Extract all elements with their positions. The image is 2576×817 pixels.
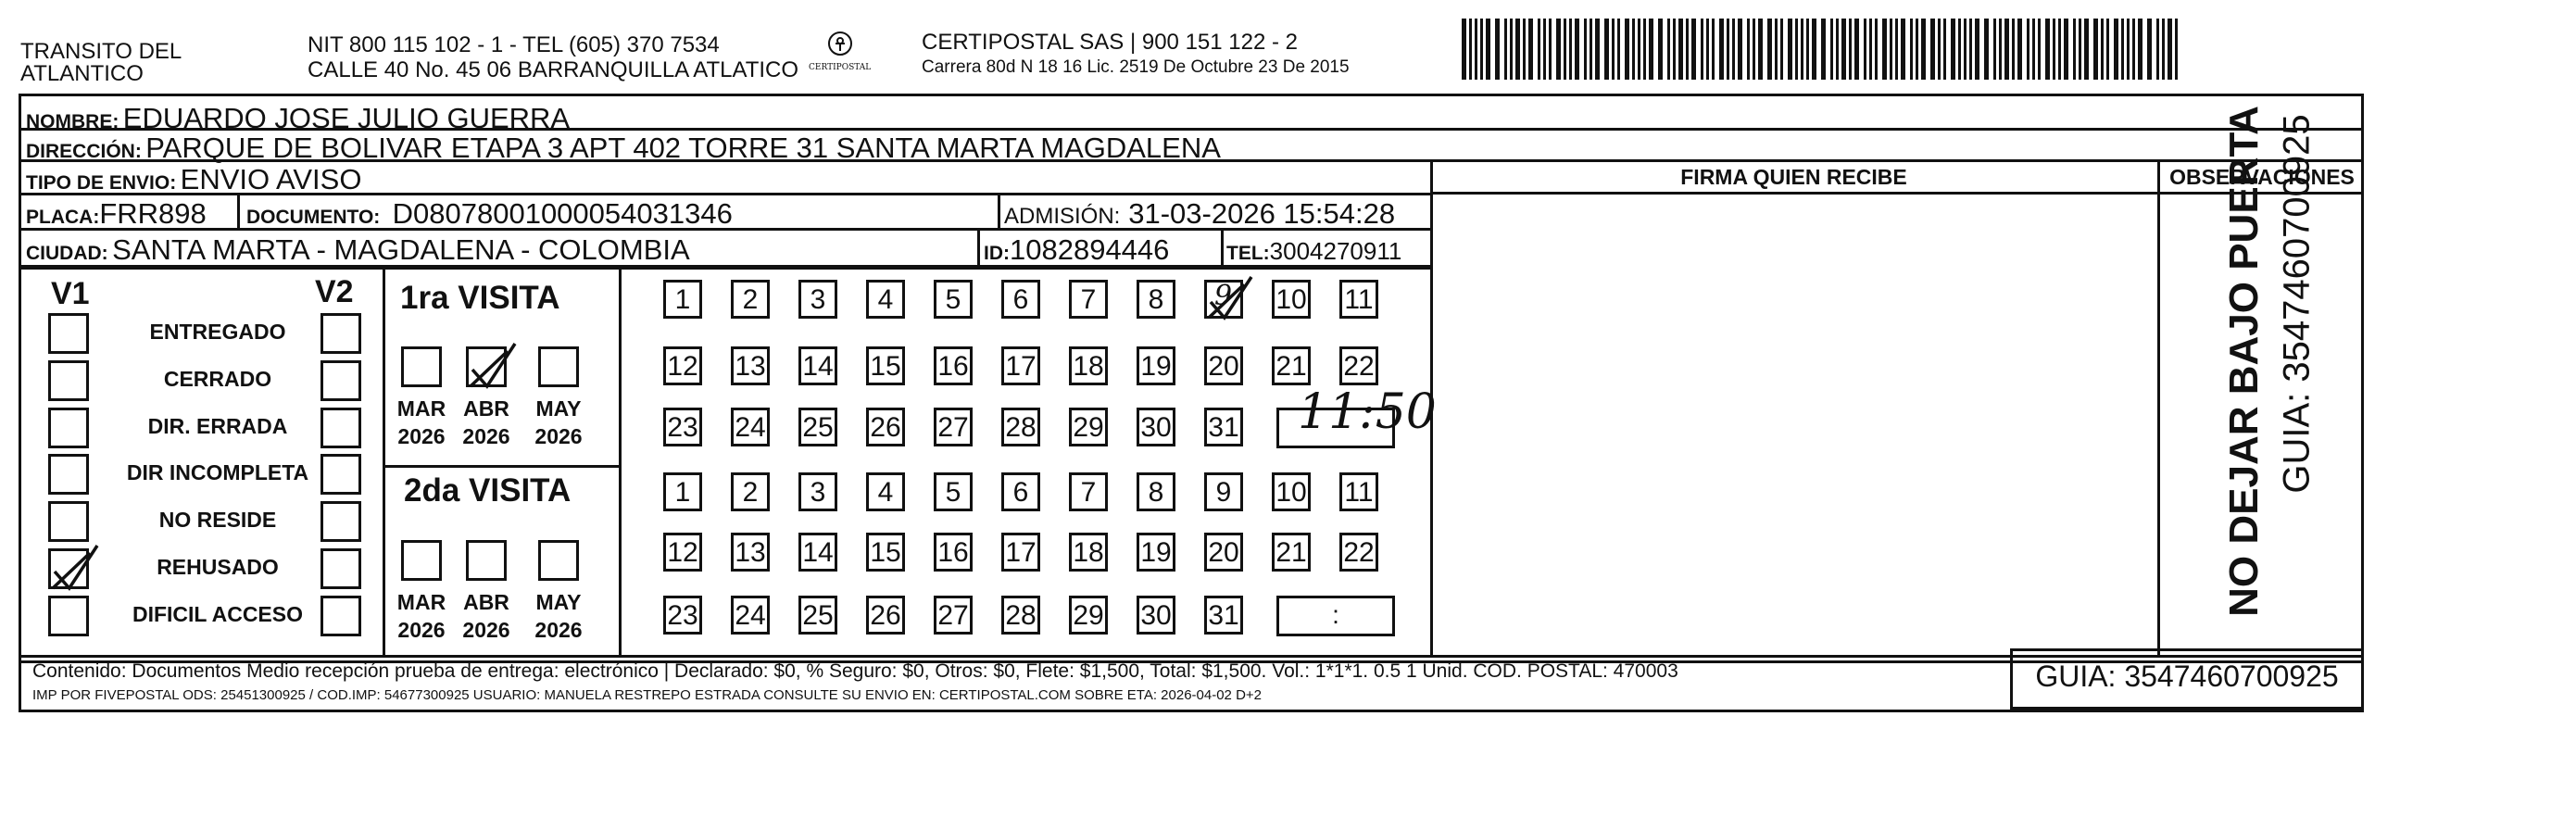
day-box[interactable]: 8 <box>1137 280 1175 319</box>
barcode-bar <box>2073 19 2076 80</box>
day-box[interactable]: 29 <box>1069 408 1108 446</box>
handwritten-time: 11:50 <box>1298 384 1437 440</box>
day-box[interactable]: 1 <box>663 280 702 319</box>
barcode-bar <box>1727 19 1729 80</box>
day-box[interactable]: 26 <box>866 596 905 635</box>
v1-checkbox[interactable] <box>48 596 89 636</box>
v1-checkbox[interactable] <box>48 313 89 354</box>
barcode-bar <box>1480 19 1483 80</box>
year-label: 2026 <box>462 424 510 448</box>
barcode-bar <box>2004 19 2009 80</box>
barcode-bar <box>1595 19 1600 80</box>
day-box[interactable]: 17 <box>1001 346 1040 385</box>
contenido-text: Contenido: Documentos Medio recepción prueba de entrega: electrónico | Declarado: $0, % Seguro: $0, Otros: $0, Flete: $1,500, Total: $1,500. Vol.: 1*1*1. 0.5 1 Unid. COD. POSTAL: 470003 <box>32 660 1678 682</box>
status-label: DIR. ERRADA <box>147 414 288 438</box>
month-checkbox[interactable] <box>401 346 442 387</box>
v2-checkbox[interactable] <box>320 313 361 354</box>
barcode-bar <box>2114 19 2118 80</box>
day-box[interactable]: 31 <box>1204 408 1243 446</box>
barcode <box>1462 19 2182 80</box>
barcode-bar <box>1706 19 1709 80</box>
barcode-bar <box>1643 19 1646 80</box>
barcode-bar <box>1638 19 1640 80</box>
day-box[interactable]: 7 <box>1069 280 1108 319</box>
year-label: 2026 <box>534 424 583 448</box>
day-box[interactable]: 11 <box>1339 472 1378 511</box>
barcode-bar <box>1747 19 1750 80</box>
barcode-bar <box>1767 19 1772 80</box>
day-box[interactable]: 26 <box>866 408 905 446</box>
barcode-bar <box>1801 19 1803 80</box>
day-box[interactable]: 24 <box>731 408 770 446</box>
barcode-bar <box>1604 19 1609 80</box>
ciudad-label: CIUDAD: <box>26 243 108 264</box>
barcode-bar <box>1738 19 1742 80</box>
barcode-bar <box>1528 19 1533 80</box>
day-box[interactable]: 27 <box>934 408 973 446</box>
month-checkbox[interactable] <box>466 540 507 581</box>
barcode-bar <box>1999 19 2002 80</box>
barcode-bar <box>1758 19 1763 80</box>
tipo-row <box>26 163 361 196</box>
day-box[interactable]: 22 <box>1339 533 1378 572</box>
v2-checkbox[interactable] <box>320 596 361 636</box>
v2-checkbox[interactable] <box>320 501 361 542</box>
barcode-bar <box>1916 19 1918 80</box>
day-box[interactable]: 11 <box>1339 280 1378 319</box>
address-line: CALLE 40 No. 45 06 BARRANQUILLA ATLATICO <box>308 57 799 82</box>
v2-checkbox[interactable] <box>320 548 361 589</box>
barcode-bar <box>2121 19 2124 80</box>
day-box[interactable]: 18 <box>1069 346 1108 385</box>
barcode-bar <box>2084 19 2089 80</box>
day-box[interactable]: 30 <box>1137 408 1175 446</box>
barcode-bar <box>1475 19 1477 80</box>
org-name-line2: ATLANTICO <box>20 61 144 86</box>
tel-label: TEL: <box>1226 243 1270 264</box>
v1-checkbox[interactable] <box>48 360 89 401</box>
barcode-bar <box>1864 19 1866 80</box>
firma-header: FIRMA QUIEN RECIBE <box>1680 165 1907 189</box>
day-box[interactable]: 14 <box>798 533 837 572</box>
barcode-bar <box>1958 19 1961 80</box>
year-label: 2026 <box>397 618 446 642</box>
barcode-bar <box>1556 19 1561 80</box>
v2-checkbox[interactable] <box>320 408 361 448</box>
day-box[interactable]: 25 <box>798 596 837 635</box>
imp-text: IMP POR FIVEPOSTAL ODS: 25451300925 / COD.IMP: 54677300925 USUARIO: MANUELA RESTREPO ESTRADA CONSULTE SU ENVIO EN: CERTIPOSTAL.COM SOBRE ETA: 2026-04-02 D+2 <box>32 687 1263 703</box>
barcode-bar <box>1549 19 1552 80</box>
v1-checkbox[interactable] <box>48 501 89 542</box>
barcode-bar <box>2038 19 2041 80</box>
ciudad-row <box>26 233 690 267</box>
barcode-bar <box>1523 19 1526 80</box>
day-box[interactable]: 23 <box>663 408 702 446</box>
barcode-bar <box>1964 19 1967 80</box>
barcode-bar <box>1975 19 1979 80</box>
barcode-bar <box>2064 19 2068 80</box>
barcode-bar <box>1678 19 1683 80</box>
guia-footer: GUIA: 3547460700925 <box>2035 660 2339 693</box>
barcode-bar <box>1686 19 1689 80</box>
v1-checkbox[interactable] <box>48 408 89 448</box>
barcode-bar <box>1869 19 1872 80</box>
barcode-bar <box>1515 19 1520 80</box>
month-checkbox[interactable] <box>401 540 442 581</box>
year-label: 2026 <box>397 424 446 448</box>
barcode-bar <box>1719 19 1724 80</box>
tel-value: 3004270911 <box>1269 237 1402 265</box>
barcode-bar <box>1612 19 1615 80</box>
barcode-bar <box>1575 19 1579 80</box>
barcode-bar <box>1667 19 1670 80</box>
day-box[interactable]: 15 <box>866 346 905 385</box>
barcode-bar <box>2132 19 2135 80</box>
time-box[interactable]: : <box>1276 596 1395 636</box>
month-label: ABR <box>463 396 509 421</box>
documento-value: D08078001000054031346 <box>392 197 733 230</box>
tipo-value: ENVIO AVISO <box>180 163 362 195</box>
day-box[interactable]: 18 <box>1069 533 1108 572</box>
id-label: ID: <box>984 243 1010 264</box>
barcode-bar <box>1632 19 1635 80</box>
barcode-bar <box>1806 19 1809 80</box>
day-box[interactable]: 31 <box>1204 596 1243 635</box>
day-box[interactable]: 13 <box>731 533 770 572</box>
day-box[interactable]: 7 <box>1069 472 1108 511</box>
day-box[interactable]: 4 <box>866 472 905 511</box>
v1-checkbox[interactable] <box>48 548 89 589</box>
direccion-value: PARQUE DE BOLIVAR ETAPA 3 APT 402 TORRE 31 SANTA MARTA MAGDALENA <box>145 132 1221 164</box>
barcode-bar <box>1649 19 1653 80</box>
documento-label: DOCUMENTO: <box>246 207 381 228</box>
placa-row <box>26 197 207 231</box>
barcode-bar <box>1821 19 1826 80</box>
barcode-bar <box>1543 19 1546 80</box>
barcode-bar <box>1462 19 1466 80</box>
barcode-bar <box>1795 19 1798 80</box>
v2-checkbox[interactable] <box>320 454 361 495</box>
direccion-label: DIRECCIÓN: <box>26 141 142 162</box>
barcode-bar <box>2147 19 2152 80</box>
day-box[interactable]: 21 <box>1272 346 1311 385</box>
v2-checkbox[interactable] <box>320 360 361 401</box>
day-box[interactable]: 15 <box>866 533 905 572</box>
day-box[interactable]: 2 <box>731 472 770 511</box>
barcode-bar <box>1701 19 1703 80</box>
day-box[interactable]: 9 <box>1204 280 1243 319</box>
day-box[interactable]: 16 <box>934 346 973 385</box>
barcode-bar <box>1538 19 1540 80</box>
status-label: DIR INCOMPLETA <box>126 460 309 484</box>
day-box[interactable]: 1 <box>663 472 702 511</box>
barcode-bar <box>1882 19 1887 80</box>
nombre-value: EDUARDO JOSE JULIO GUERRA <box>122 102 571 134</box>
observaciones-header: OBSERVACIONES <box>2169 165 2355 189</box>
month-label: MAY <box>535 396 582 421</box>
barcode-bar <box>2027 19 2029 80</box>
barcode-bar <box>2032 19 2035 80</box>
org-name-line1: TRANSITO DEL <box>20 39 182 64</box>
day-box[interactable]: 12 <box>663 533 702 572</box>
day-box[interactable]: 2 <box>731 280 770 319</box>
barcode-bar <box>1584 19 1587 80</box>
barcode-bar <box>2017 19 2022 80</box>
day-box[interactable]: 24 <box>731 596 770 635</box>
barcode-bar <box>1875 19 1878 80</box>
documento-row <box>246 197 733 231</box>
time-box[interactable] <box>1276 384 1437 448</box>
barcode-bar <box>2058 19 2061 80</box>
day-box[interactable]: 21 <box>1272 533 1311 572</box>
logo-text: CERTIPOSTAL <box>809 63 872 72</box>
day-box[interactable]: 5 <box>934 280 973 319</box>
day-box[interactable]: 14 <box>798 346 837 385</box>
company-line: CERTIPOSTAL SAS | 900 151 122 - 2 <box>922 30 1298 55</box>
side-guia: GUIA: 3547460700925 <box>2276 114 2318 494</box>
month-checkbox[interactable] <box>538 540 579 581</box>
barcode-bar <box>1812 19 1816 80</box>
barcode-bar <box>1849 19 1852 80</box>
barcode-bar <box>1691 19 1696 80</box>
certipostal-logo-icon <box>826 30 854 57</box>
barcode-bar <box>1569 19 1572 80</box>
month-label: MAR <box>396 590 446 614</box>
barcode-bar <box>2045 19 2050 80</box>
status-label: DIFICIL ACCESO <box>132 602 303 626</box>
barcode-bar <box>1938 19 1941 80</box>
tipo-label: TIPO DE ENVIO: <box>26 172 177 194</box>
day-box[interactable]: 22 <box>1339 346 1378 385</box>
barcode-bar <box>1969 19 1972 80</box>
barcode-bar <box>1625 19 1629 80</box>
license-line: Carrera 80d N 18 16 Lic. 2519 De Octubre 23 De 2015 <box>922 57 1350 77</box>
barcode-bar <box>1775 19 1778 80</box>
year-label: 2026 <box>462 618 510 642</box>
day-box[interactable]: 4 <box>866 280 905 319</box>
v2-label: V2 <box>315 274 354 309</box>
barcode-bar <box>2012 19 2015 80</box>
status-label: ENTREGADO <box>149 320 286 344</box>
barcode-bar <box>1943 19 1946 80</box>
id-row <box>984 233 1169 267</box>
day-box[interactable]: 10 <box>1272 280 1311 319</box>
barcode-bar <box>2079 19 2081 80</box>
barcode-bar <box>2127 19 2130 80</box>
barcode-bar <box>1836 19 1839 80</box>
day-box[interactable]: 29 <box>1069 596 1108 635</box>
month-label: MAR <box>396 396 446 421</box>
barcode-bar <box>1910 19 1913 80</box>
barcode-bar <box>1590 19 1592 80</box>
barcode-bar <box>1732 19 1735 80</box>
barcode-bar <box>1564 19 1566 80</box>
barcode-bar <box>1921 19 1926 80</box>
month-label: MAY <box>535 590 582 614</box>
barcode-bar <box>1890 19 1892 80</box>
day-box[interactable]: 8 <box>1137 472 1175 511</box>
barcode-bar <box>2101 19 2104 80</box>
barcode-bar <box>2106 19 2109 80</box>
barcode-bar <box>1712 19 1715 80</box>
nombre-label: NOMBRE: <box>26 111 119 132</box>
day-box[interactable]: 25 <box>798 408 837 446</box>
day-box[interactable]: 12 <box>663 346 702 385</box>
barcode-bar <box>2053 19 2055 80</box>
day-box[interactable]: 20 <box>1204 533 1243 572</box>
no-dejar-bajo-puerta: NO DEJAR BAJO PUERTA <box>2221 106 2267 617</box>
barcode-bar <box>2168 19 2172 80</box>
day-box[interactable]: 17 <box>1001 533 1040 572</box>
barcode-bar <box>1495 19 1500 80</box>
barcode-bar <box>2175 19 2178 80</box>
barcode-bar <box>1780 19 1783 80</box>
day-box[interactable]: 3 <box>798 280 837 319</box>
visit1-title: 1ra VISITA <box>400 280 560 316</box>
day-box[interactable]: 28 <box>1001 596 1040 635</box>
tel-row <box>1226 237 1401 266</box>
day-box[interactable]: 9 <box>1204 472 1243 511</box>
nombre-row <box>26 102 570 135</box>
day-box[interactable]: 23 <box>663 596 702 635</box>
barcode-bar <box>1993 19 1996 80</box>
admision-row <box>1004 197 1395 231</box>
barcode-bar <box>1486 19 1490 80</box>
barcode-bar <box>1788 19 1792 80</box>
barcode-bar <box>1469 19 1472 80</box>
placa-label: PLACA: <box>26 207 100 228</box>
status-label: NO RESIDE <box>158 508 277 532</box>
status-label: CERRADO <box>163 367 272 391</box>
barcode-bar <box>1930 19 1935 80</box>
direccion-row <box>26 132 1221 165</box>
barcode-bar <box>1951 19 1955 80</box>
barcode-bar <box>1510 19 1513 80</box>
barcode-bar <box>1753 19 1755 80</box>
barcode-bar <box>1673 19 1676 80</box>
barcode-bar <box>1895 19 1898 80</box>
id-value: 1082894446 <box>1010 233 1170 266</box>
day-box[interactable]: 13 <box>731 346 770 385</box>
barcode-bar <box>1617 19 1620 80</box>
visit2-title: 2da VISITA <box>404 472 572 509</box>
month-checkbox[interactable] <box>466 346 507 387</box>
status-label: REHUSADO <box>157 555 279 579</box>
barcode-bar <box>1830 19 1833 80</box>
barcode-bar <box>2162 19 2165 80</box>
barcode-bar <box>2156 19 2159 80</box>
admision-label: ADMISIÓN: <box>1004 204 1121 229</box>
barcode-bar <box>2093 19 2098 80</box>
day-box[interactable]: 20 <box>1204 346 1243 385</box>
day-box[interactable]: 19 <box>1137 346 1175 385</box>
day-box[interactable]: 27 <box>934 596 973 635</box>
barcode-bar <box>1984 19 1989 80</box>
barcode-bar <box>1658 19 1663 80</box>
day-box[interactable]: 10 <box>1272 472 1311 511</box>
day-box[interactable]: 6 <box>1001 280 1040 319</box>
year-label: 2026 <box>534 618 583 642</box>
day-box[interactable]: 28 <box>1001 408 1040 446</box>
ciudad-value: SANTA MARTA - MAGDALENA - COLOMBIA <box>112 233 690 266</box>
barcode-bar <box>1901 19 1905 80</box>
admision-value: 31-03-2026 15:54:28 <box>1128 197 1396 230</box>
v1-checkbox[interactable] <box>48 454 89 495</box>
day-box[interactable]: 5 <box>934 472 973 511</box>
barcode-bar <box>1841 19 1846 80</box>
month-checkbox[interactable] <box>538 346 579 387</box>
placa-value: FRR898 <box>99 197 207 230</box>
day-box[interactable]: 6 <box>1001 472 1040 511</box>
barcode-bar <box>1854 19 1859 80</box>
day-box[interactable]: 19 <box>1137 533 1175 572</box>
nit-line: NIT 800 115 102 - 1 - TEL (605) 370 7534 <box>308 32 720 57</box>
day-box[interactable]: 3 <box>798 472 837 511</box>
day-box[interactable]: 16 <box>934 533 973 572</box>
day-box[interactable]: 30 <box>1137 596 1175 635</box>
barcode-bar <box>2138 19 2142 80</box>
barcode-bar <box>1504 19 1507 80</box>
month-label: ABR <box>463 590 509 614</box>
v1-label: V1 <box>51 276 90 311</box>
